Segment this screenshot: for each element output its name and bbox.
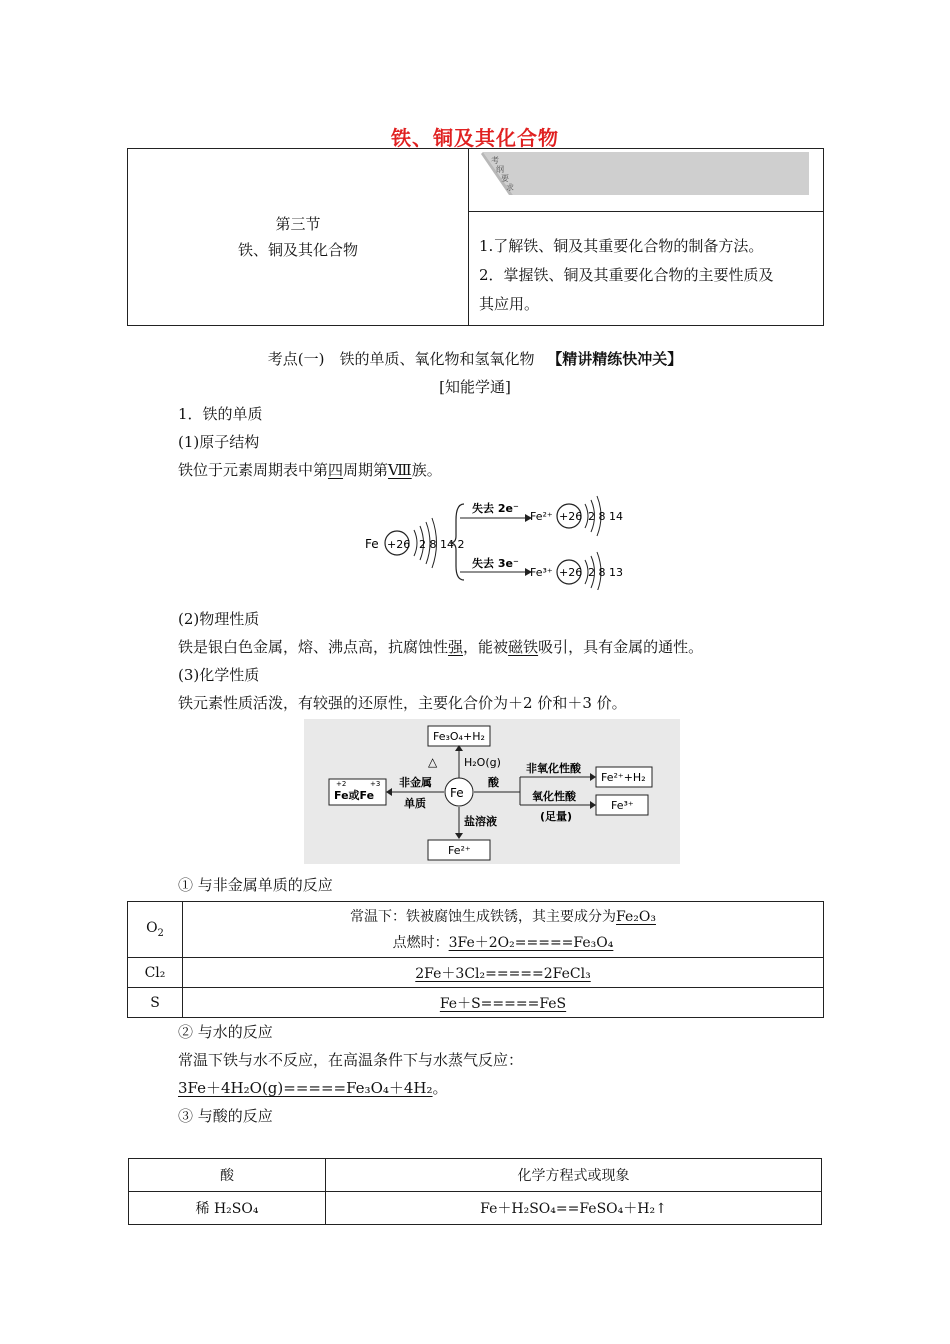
top-box: Fe₃O₄+H₂ (433, 730, 485, 743)
ox-acid-label: 氧化性酸 (532, 790, 576, 803)
equation-column-header: 化学方程式或现象 (326, 1159, 822, 1192)
fe2o3-answer: Fe₂O₃ (616, 908, 656, 925)
position-sentence: 铁位于元素周期表中第四周期第Ⅷ族。 (178, 461, 442, 479)
s-label: S (128, 988, 183, 1018)
water-label: H₂O(g) (464, 756, 501, 769)
water-equation: 3Fe＋4H₂O(g)=====Fe₃O₄＋4H₂。 (178, 1079, 448, 1097)
fe2-label: Fe²⁺ (530, 510, 553, 523)
fe-center: Fe (450, 786, 464, 800)
right-box-bottom: Fe³⁺ (611, 799, 634, 812)
delta-symbol: △ (428, 755, 438, 769)
nonmetal-label: 单质 (404, 797, 426, 810)
fe-shells: 2 8 14 2 (419, 538, 465, 551)
fe3-core: +26 (559, 566, 583, 579)
topic-subheading: [知能学通] (439, 378, 511, 396)
fe3-shells: 2 8 13 (588, 566, 623, 579)
cl2-equation: 2Fe＋3Cl₂=====2FeCl₃ (183, 958, 824, 988)
acid-reaction-table (128, 1158, 822, 1225)
fe2-core: +26 (559, 510, 583, 523)
section-cell (128, 149, 469, 326)
reaction-heading: ③ 与酸的反应 (178, 1107, 273, 1125)
topic-heading-text: 考点(一) 铁的单质、氧化物和氢氧化物 (267, 350, 535, 368)
subsection-heading: (1)原子结构 (178, 433, 260, 451)
right-box-top: Fe²⁺+H₂ (601, 771, 646, 784)
topic-heading (0, 348, 950, 369)
topic-heading-tag: 【精讲精练快冲关】 (547, 350, 683, 368)
ox-state-3: +3 (370, 780, 381, 788)
nonmetal-reaction-table (127, 901, 824, 1018)
fe-core: +26 (387, 538, 411, 551)
acid-column-header: 酸 (129, 1159, 326, 1192)
header-table (127, 148, 824, 326)
chemical-sentence: 铁元素性质活泼，有较强的还原性，主要化合价为＋2 价和＋3 价。 (178, 694, 627, 712)
period-answer: 四 (328, 461, 344, 479)
requirements-banner (469, 149, 823, 211)
section-heading: 1．铁的单质 (178, 405, 263, 423)
cl2-label: Cl₂ (128, 958, 183, 988)
subsection-heading: (2)物理性质 (178, 610, 260, 628)
page-title: 铁、铜及其化合物 (391, 126, 559, 150)
fe3-label: Fe³⁺ (530, 566, 553, 579)
requirement-item: 其应用。 (479, 295, 540, 313)
fe-label: Fe (365, 537, 379, 551)
salt-label: 盐溶液 (464, 815, 497, 828)
group-answer: Ⅷ (388, 461, 412, 479)
banner-char: 求 (506, 183, 514, 192)
requirement-item: 1.了解铁、铜及其重要化合物的制备方法。 (479, 237, 764, 255)
lose-3e-label: 失去 3e⁻ (472, 557, 519, 570)
banner-cell (469, 149, 824, 212)
ox-state-2: +2 (336, 780, 347, 788)
fe2-shells: 2 8 14 (588, 510, 623, 523)
strong-answer: 强 (448, 638, 464, 656)
equation-cell: Fe＋H₂SO₄==FeSO₄＋H₂↑ (326, 1192, 822, 1225)
requirement-item: 2．掌握铁、铜及其重要化合物的主要性质及 (479, 266, 774, 284)
subsection-heading: (3)化学性质 (178, 666, 260, 684)
bottom-box: Fe²⁺ (448, 844, 471, 857)
nonmetal-label: 非金属 (399, 776, 432, 789)
o2-equation: 3Fe＋2O₂=====Fe₃O₄ (448, 934, 614, 951)
o2-label: $O_2$ (128, 902, 183, 958)
water-sentence: 常温下铁与水不反应，在高温条件下与水蒸气反应： (178, 1051, 524, 1069)
reaction-heading: ② 与水的反应 (178, 1023, 273, 1041)
banner-char: 纲 (496, 165, 504, 174)
nonox-acid-label: 非氧化性酸 (526, 762, 581, 775)
reaction-diagram (304, 719, 680, 864)
banner-char: 要 (501, 174, 509, 183)
acid-label: 酸 (488, 776, 499, 789)
physical-sentence: 铁是银白色金属，熔、沸点高，抗腐蚀性强，能被磁铁吸引，具有金属的通性。 (178, 638, 704, 656)
atomic-structure-diagram (360, 490, 630, 590)
reaction-heading: ① 与非金属单质的反应 (178, 876, 333, 894)
acid-cell: 稀 H₂SO₄ (129, 1192, 326, 1225)
requirements-cell (469, 212, 824, 326)
banner-char: 考 (491, 156, 499, 165)
magnet-answer: 磁铁 (508, 638, 539, 656)
section-number: 第三节 (275, 215, 321, 233)
section-title: 铁、铜及其化合物 (237, 241, 358, 259)
s-equation: Fe＋S=====FeS (183, 988, 824, 1018)
lose-2e-label: 失去 2e⁻ (472, 502, 519, 515)
left-box: Fe或Fe (334, 789, 375, 802)
excess-label: (足量) (540, 810, 573, 823)
o2-reactions: 常温下：铁被腐蚀生成铁锈，其主要成分为Fe₂O₃ 点燃时：3Fe＋2O₂=====Fe₃O₄ (183, 902, 824, 958)
